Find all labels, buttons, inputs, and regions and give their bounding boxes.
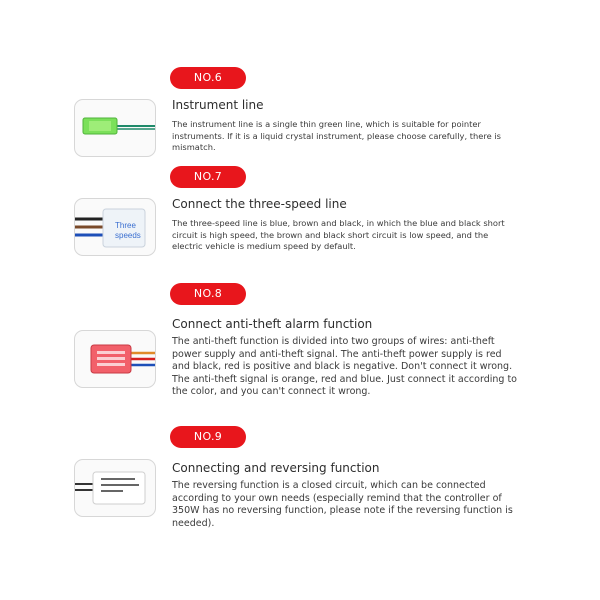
section-title: Instrument line (172, 98, 264, 112)
section-description: The instrument line is a single thin green line, which is suitable for pointer instruments. If it is a liquid crystal instrument, please choose carefully, there is mismatch. (172, 119, 501, 152)
anti-theft-image (74, 330, 156, 388)
section-badge: NO.8 (170, 283, 246, 305)
three-speed-line-image (74, 198, 156, 256)
green-connector-icon (75, 100, 155, 156)
section-title: Connecting and reversing function (172, 461, 380, 475)
section-badge: NO.7 (170, 166, 246, 188)
section-title: Connect the three-speed line (172, 197, 347, 211)
section-title: Connect anti-theft alarm function (172, 317, 373, 331)
three-speeds-label: Three speeds (115, 221, 141, 240)
section-badge: NO.6 (170, 67, 246, 89)
reversing-connector-icon (75, 460, 155, 516)
reversing-image (74, 459, 156, 517)
section-badge: NO.9 (170, 426, 246, 448)
section-description: The reversing function is a closed circuit, which can be connected according to your own needs (especially remind that the controller of 350W has no reversing function, please note if the reversing function is needed). (172, 480, 513, 529)
red-connector-icon (75, 331, 155, 387)
section-description: The three-speed line is blue, brown and black, in which the blue and black short circuit is high speed, the brown and black short circuit is low speed, and the electric vehicle is medium speed by default. (172, 218, 505, 251)
section-description: The anti-theft function is divided into two groups of wires: anti-theft power supply and anti-theft signal. The anti-theft power supply is red and black, red is positive and black is negative. Don't connect it wrong. The anti-theft signal is orange, red and blue. Just connect it according to the color, and you can't connect it wrong. (172, 336, 517, 397)
instrument-line-image (74, 99, 156, 157)
